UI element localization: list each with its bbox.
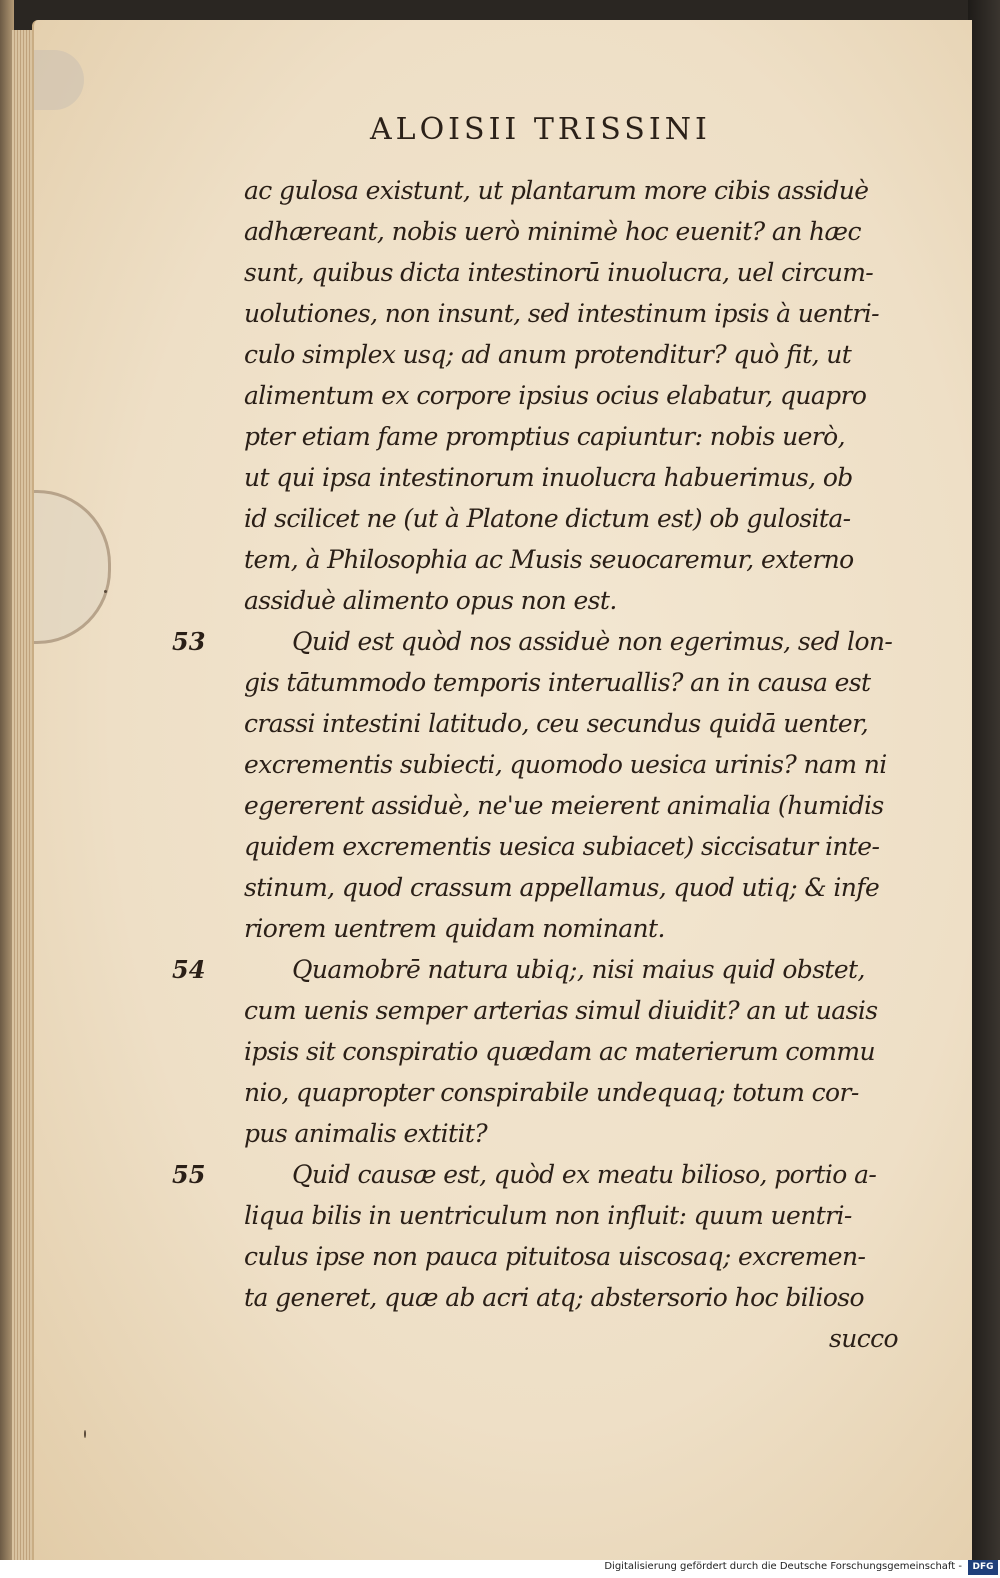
page-clip	[34, 490, 111, 644]
text-line: nio, quapropter conspirabile undequaq; totum cor-	[244, 1078, 859, 1107]
footer-credit: Digitalisierung gefördert durch die Deutsche Forschungsgemeinschaft -	[604, 1561, 962, 1572]
text-line: quidem excrementis uesica subiacet) siccisatur inte-	[244, 832, 880, 861]
text-line: riorem uentrem quidam nominant.	[244, 914, 665, 943]
text-line: pus animalis extitit?	[244, 1119, 488, 1148]
text-line: alimentum ex corpore ipsius ocius elabatur, quapro	[244, 381, 867, 410]
text-line: tem, à Philosophia ac Musis seuocaremur, externo	[244, 545, 854, 574]
catchword: succo	[829, 1324, 898, 1353]
text-line: stinum, quod crassum appellamus, quod utiq; & infe	[244, 873, 880, 902]
text-line: assiduè alimento opus non est.	[244, 586, 617, 615]
text-line: sunt, quibus dicta intestinorū inuolucra, uel circum-	[244, 258, 874, 287]
text-line: adhæreant, nobis uerò minimè hoc euenit? an hæc	[244, 217, 861, 246]
ink-speck	[84, 1430, 86, 1438]
text-line: cum uenis semper arterias simul diuidit? an ut uasis	[244, 996, 878, 1025]
text-line: liqua bilis in uentriculum non influit: quum uentri-	[244, 1201, 852, 1230]
text-line: ipsis sit conspiratio quædam ac materierum commu	[244, 1037, 875, 1066]
scan-background-right	[968, 0, 1000, 1560]
section-number: 55	[172, 1160, 206, 1189]
text-line: excrementis subiecti, quomodo uesica urinis? nam ni	[244, 750, 887, 779]
section-number: 54	[172, 955, 206, 984]
text-line: Quid est quòd nos assiduè non egerimus, sed lon-	[292, 627, 893, 656]
text-line: ta generet, quæ ab acri atq; abstersorio hoc bilioso	[244, 1283, 864, 1312]
text-line: Quid causæ est, quòd ex meatu bilioso, portio a-	[292, 1160, 877, 1189]
page-body-text	[244, 170, 904, 1359]
dfg-logo: DFG	[968, 1560, 998, 1575]
text-line: pter etiam fame promptius capiuntur: nobis uerò,	[244, 422, 845, 451]
text-line: ac gulosa existunt, ut plantarum more cibis assiduè	[244, 176, 869, 205]
text-line: ut qui ipsa intestinorum inuolucra habuerimus, ob	[244, 463, 853, 492]
text-line: uolutiones, non insunt, sed intestinum ipsis à uentri-	[244, 299, 879, 328]
ink-speck	[104, 590, 107, 593]
text-line: Quamobrē natura ubiq;, nisi maius quid obstet,	[292, 955, 865, 984]
page-clip-shadow	[34, 50, 84, 110]
text-line: culus ipse non pauca pituitosa uiscosaq; excremen-	[244, 1242, 866, 1271]
text-line: gis tātummodo temporis interuallis? an in causa est	[244, 668, 871, 697]
running-head: ALOISII TRISSINI	[370, 112, 711, 147]
text-line: egererent assiduè, ne'ue meierent animalia (humidis	[244, 791, 884, 820]
section-number: 53	[172, 627, 206, 656]
text-line: culo simplex usq; ad anum protenditur? quò fit, ut	[244, 340, 852, 369]
text-line: crassi intestini latitudo, ceu secundus quidā uenter,	[244, 709, 869, 738]
text-line: id scilicet ne (ut à Platone dictum est) ob gulosita-	[244, 504, 851, 533]
